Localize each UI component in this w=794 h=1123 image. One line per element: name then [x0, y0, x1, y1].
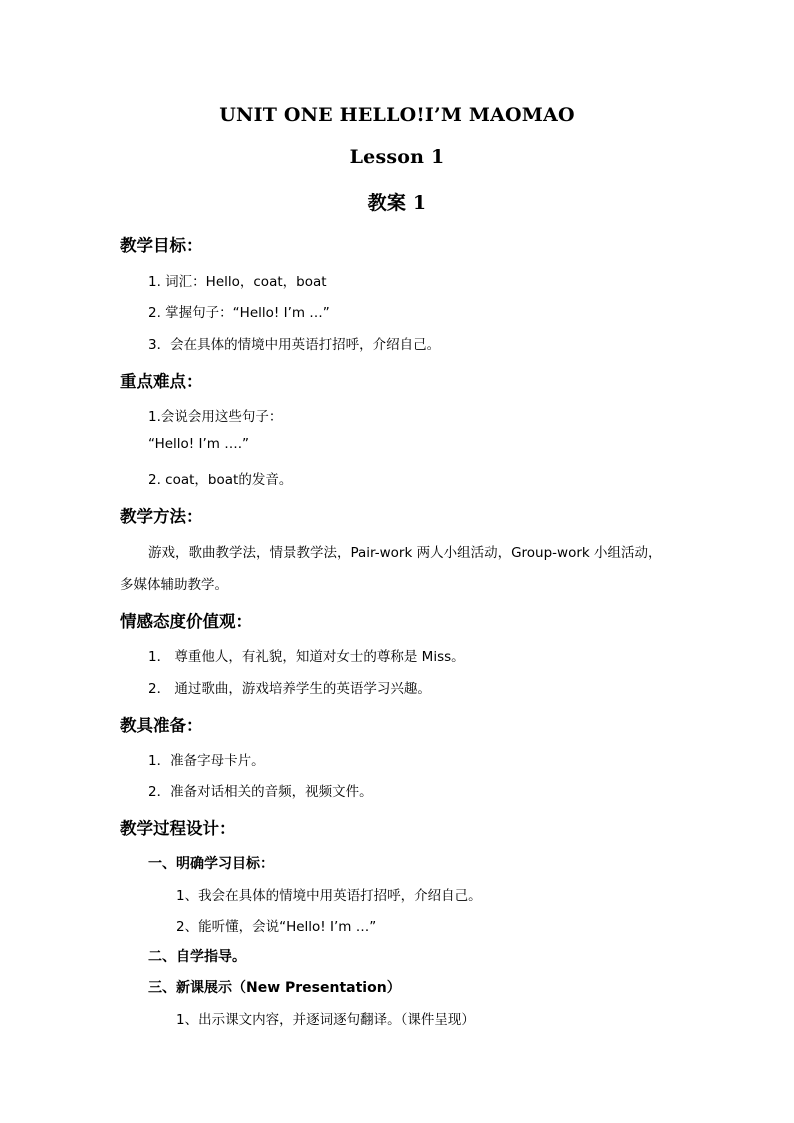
materials-item: 2．准备对话相关的音频，视频文件。	[148, 784, 373, 800]
unit-title: UNIT ONE HELLO!I’M MAOMAO	[219, 104, 575, 126]
goals-item: 1. 词汇：Hello，coat，boat	[148, 274, 327, 290]
process-item: 1、出示课文内容，并逐词逐句翻译。（课件呈现）	[176, 1012, 475, 1028]
key-points-item: 1.会说会用这些句子：	[148, 409, 283, 425]
goals-heading: 教学目标：	[120, 236, 203, 255]
goals-item: 2. 掌握句子：“Hello! I’m …”	[148, 305, 330, 321]
process-item: 1、我会在具体的情境中用英语打招呼，介绍自己。	[176, 888, 482, 904]
process-heading: 教学过程设计：	[120, 819, 236, 838]
methods-line: 游戏，歌曲教学法，情景教学法，Pair-work 两人小组活动，Group-work 小组活动，	[148, 545, 662, 561]
plan-title: 教案 1	[367, 192, 427, 214]
values-item: 2． 通过歌曲，游戏培养学生的英语学习兴趣。	[148, 681, 431, 697]
key-points-item: 2. coat，boat的发音。	[148, 472, 293, 488]
methods-line: 多媒体辅助教学。	[120, 577, 228, 593]
key-points-heading: 重点难点：	[120, 372, 203, 391]
process-section-title: 二、自学指导。	[148, 949, 246, 965]
materials-heading: 教具准备：	[120, 716, 203, 735]
values-item: 1． 尊重他人，有礼貌，知道对女士的尊称是 Miss。	[148, 649, 465, 665]
process-section-title: 一、明确学习目标：	[148, 856, 274, 872]
goals-item: 3．会在具体的情境中用英语打招呼，介绍自己。	[148, 337, 441, 353]
key-points-item: “Hello! I’m ….”	[148, 436, 249, 452]
methods-heading: 教学方法：	[120, 507, 203, 526]
materials-item: 1．准备字母卡片。	[148, 753, 265, 769]
process-section-title: 三、新课展示（New Presentation）	[148, 980, 401, 996]
lesson-title: Lesson 1	[349, 146, 445, 168]
process-item: 2、能听懂，会说“Hello! I’m …”	[176, 919, 377, 935]
values-heading: 情感态度价值观：	[120, 612, 252, 631]
